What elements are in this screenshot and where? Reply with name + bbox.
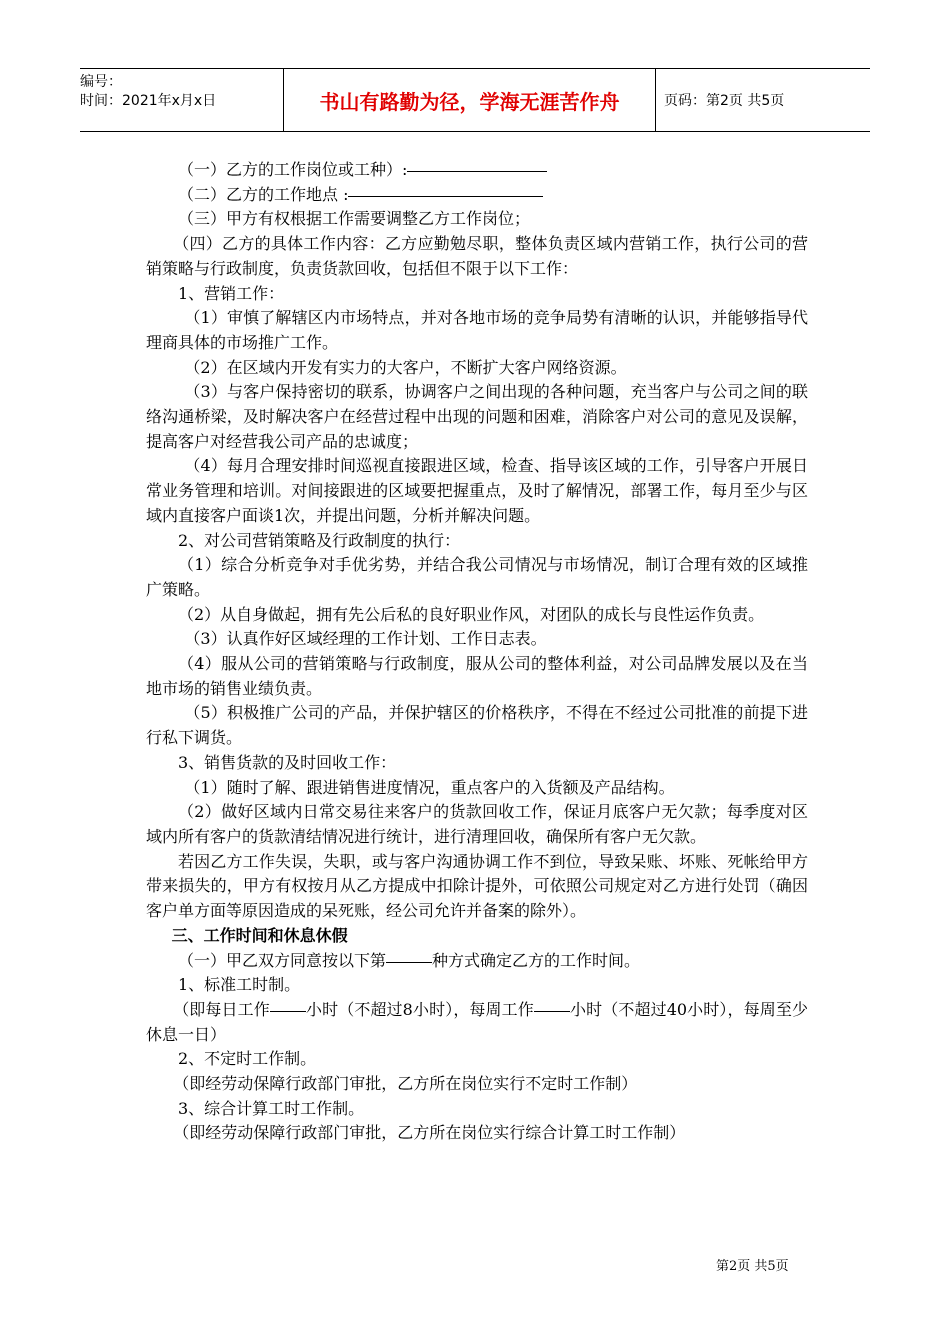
paragraph: （即经劳动保障行政部门审批，乙方所在岗位实行不定时工作制） — [173, 1074, 638, 1094]
fill-blank — [386, 961, 432, 963]
fill-blank — [407, 170, 547, 172]
paragraph: 若因乙方工作失误，失职，或与客户沟通协调工作不到位，导致呆账、坏账、死帐给甲方带来损失的，甲方有权按月从乙方提成中扣除计提外，可依照公司规定对乙方进行处罚（确因客户单方面等原因造成的呆死账，经公司允许并备案的除外）。 — [146, 851, 808, 921]
paragraph: （3）与客户保持密切的联系，协调客户之间出现的各种问题，充当客户与公司之间的联络沟通桥梁，及时解决客户在经营过程中出现的问题和困难，消除客户对公司的意见及误解，提高客户对经营我公司产品的忠诚度； — [146, 382, 808, 451]
section-item: 2、对公司营销策略及行政制度的执行： — [178, 530, 461, 550]
clause-line: （即每日工作 小时（不超过8小时），每周工作 小时（不超过40小时），每周至少休息一日） — [146, 999, 808, 1044]
paragraph: （4）服从公司的营销策略与行政制度，服从公司的整体利益，对公司品牌发展以及在当地市场的销售业绩负责。 — [146, 654, 808, 698]
paragraph: （4）每月合理安排时间巡视直接跟进区域，检查、指导该区域的工作，引导客户开展日常业务管理和培训。对间接跟进的区域要把握重点，及时了解情况，部署工作，每月至少与区域内直接客户面谈1次，并提出问题，分析并解决问题。 — [146, 456, 808, 525]
header-page-number: 页码：第2页 共5页 — [664, 93, 785, 109]
section-item: 3、综合计算工时工作制。 — [178, 1098, 365, 1118]
fill-blank — [348, 195, 543, 197]
paragraph: （1）综合分析竞争对手优劣势，并结合我公司情况与市场情况，制订合理有效的区域推广策略。 — [146, 555, 808, 599]
clause-line: （三）甲方有权根据工作需要调整乙方工作岗位； — [178, 209, 531, 229]
paragraph: （2）在区域内开发有实力的大客户，不断扩大客户网络资源。 — [184, 357, 627, 377]
section-item: 2、不定时工作制。 — [178, 1049, 317, 1069]
paragraph: （1）审慎了解辖区内市场特点，并对各地市场的竞争局势有清晰的认识，并能够指导代理商具体的市场推广工作。 — [146, 308, 808, 352]
clause-line: （一）甲乙双方同意按以下第 种方式确定乙方的工作时间。 — [178, 950, 641, 970]
section-heading: 三、工作时间和休息休假 — [171, 925, 348, 945]
paragraph: （1）随时了解、跟进销售进度情况，重点客户的入货额及产品结构。 — [184, 777, 675, 797]
time-label: 时间：2021年x月x日 — [80, 93, 217, 109]
fill-blank — [270, 1010, 306, 1012]
code-label: 编号： — [80, 74, 122, 90]
paragraph: （四）乙方的具体工作内容：乙方应勤勉尽职，整体负责区域内营销工作，执行公司的营销策略与行政制度，负责货款回收，包括但不限于以下工作： — [146, 234, 808, 278]
clause-line: （二）乙方的工作地点 : — [146, 183, 808, 208]
page-header — [80, 68, 870, 132]
paragraph: （3）认真作好区域经理的工作计划、工作日志表。 — [184, 629, 547, 649]
fill-blank — [534, 1010, 570, 1012]
paragraph: （2）做好区域内日常交易往来客户的货款回收工作，保证月底客户无欠款；每季度对区域内所有客户的货款清结情况进行统计，进行清理回收，确保所有客户无欠款。 — [146, 802, 808, 846]
document-body — [146, 158, 808, 1146]
header-meta — [80, 69, 283, 131]
page-footer: 第2页 共5页 — [716, 1259, 789, 1274]
clause-line: （一）乙方的工作岗位或工种）: — [146, 158, 808, 183]
section-item: 3、销售货款的及时回收工作： — [178, 752, 397, 772]
section-item: 1、营销工作： — [178, 283, 285, 303]
section-item: 1、标准工时制。 — [178, 975, 301, 995]
paragraph: （5）积极推广公司的产品，并保护辖区的价格秩序，不得在不经过公司批准的前提下进行私下调货。 — [146, 703, 808, 748]
paragraph: （2）从自身做起，拥有先公后私的良好职业作风，对团队的成长与良性运作负责。 — [178, 604, 765, 624]
paragraph: （即经劳动保障行政部门审批，乙方所在岗位实行综合计算工时工作制） — [173, 1123, 686, 1143]
header-motto: 书山有路勤为径，学海无涯苦作舟 — [283, 69, 656, 131]
